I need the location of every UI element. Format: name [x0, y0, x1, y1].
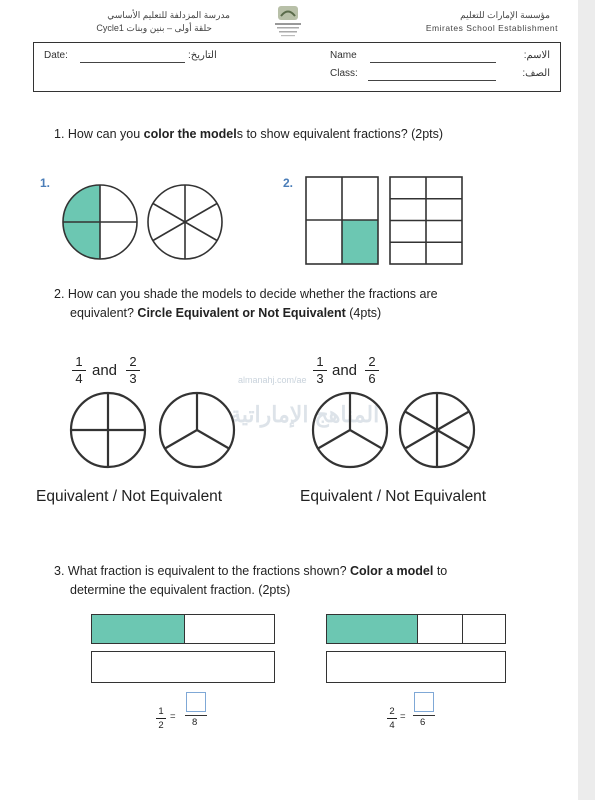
fraction-2-4: 2 4 [387, 706, 397, 731]
bar-eighths-blank[interactable] [91, 651, 275, 683]
question-3-text-line2: determine the equivalent fraction. (2pts) [70, 583, 291, 597]
equals-sign-right: = [400, 711, 406, 722]
fraction-1-2: 1 2 [156, 706, 166, 731]
student-info-box [33, 42, 561, 92]
bar-fourth-2 [372, 615, 418, 643]
class-label-ar: الصف: [522, 68, 550, 79]
circle-sixths-q2-right[interactable] [400, 393, 474, 467]
foundation-name-en: Emirates School Establishment [425, 23, 558, 33]
fraction-1-3: 1 3 [313, 355, 327, 386]
page-edge [578, 0, 595, 800]
ministry-logo [270, 4, 306, 40]
denominator-left: 8 [192, 717, 198, 728]
bar-sixths-blank[interactable] [326, 651, 506, 683]
bar-fourth-1 [327, 615, 373, 643]
fraction-bar-left [185, 715, 207, 716]
q2-left-circles [68, 389, 243, 471]
equals-sign-left: = [170, 711, 176, 722]
q1-model-1-label: 1. [40, 176, 51, 190]
bar-half-shaded [92, 615, 185, 643]
question-2-text-line2: equivalent? Circle Equivalent or Not Equivalent (4pts) [70, 306, 382, 320]
fraction-1-4: 1 4 [72, 355, 86, 386]
square-fourths-model[interactable] [306, 177, 378, 264]
question-2-text-line1: 2. How can you shade the models to decide whether the fractions are [54, 287, 438, 301]
bar-halves [91, 614, 275, 644]
school-cycle-ar: حلقة أولى – بنين وبنات Cycle1 [96, 23, 212, 33]
answer-box-left[interactable] [186, 692, 206, 712]
answer-box-right[interactable] [414, 692, 434, 712]
circle-fourths-q2[interactable] [71, 393, 145, 467]
q1-square-models [305, 176, 465, 266]
date-label: Date: [44, 50, 68, 61]
date-field[interactable] [80, 62, 185, 63]
square-eighths-model[interactable] [390, 177, 462, 264]
bar-fourths [326, 614, 506, 644]
watermark-ar: المناهج الإماراتية [230, 402, 380, 427]
and-text-left: and [92, 362, 118, 379]
q2-right-circles [310, 389, 485, 471]
equivalent-choice-right[interactable]: Equivalent / Not Equivalent [300, 488, 487, 505]
school-name-ar: مدرسة المزدلفة للتعليم الأساسي [107, 10, 230, 20]
circle-thirds-q2-right[interactable] [313, 393, 387, 467]
question-3-text-line1: 3. What fraction is equivalent to the fractions shown? Color a model to [54, 564, 448, 578]
fraction-2-3: 2 3 [126, 355, 140, 386]
name-label-ar: الاسم: [523, 50, 550, 61]
fraction-2-6: 2 6 [365, 355, 379, 386]
and-text-right: and [332, 362, 358, 379]
class-field[interactable] [368, 80, 496, 81]
q1-circle-models [55, 176, 235, 270]
bar-fourth-3 [417, 615, 463, 643]
circle-thirds-q2[interactable] [160, 393, 234, 467]
watermark-en: almanahj.com/ae [238, 375, 307, 385]
date-label-ar: التاريخ: [188, 50, 217, 61]
denominator-right: 6 [420, 717, 426, 728]
equivalent-choice-left[interactable]: Equivalent / Not Equivalent [36, 488, 223, 505]
name-label: Name [330, 50, 357, 61]
circle-fourths-model[interactable] [63, 185, 137, 259]
class-label: Class: [330, 68, 358, 79]
question-1-text: 1. How can you color the models to show equivalent fractions? (2pts) [54, 127, 444, 141]
q1-model-2-label: 2. [283, 176, 294, 190]
name-field[interactable] [370, 62, 496, 63]
circle-sixths-model[interactable] [148, 185, 222, 259]
fraction-bar-right [413, 715, 435, 716]
foundation-name-ar: مؤسسة الإمارات للتعليم [460, 10, 550, 20]
